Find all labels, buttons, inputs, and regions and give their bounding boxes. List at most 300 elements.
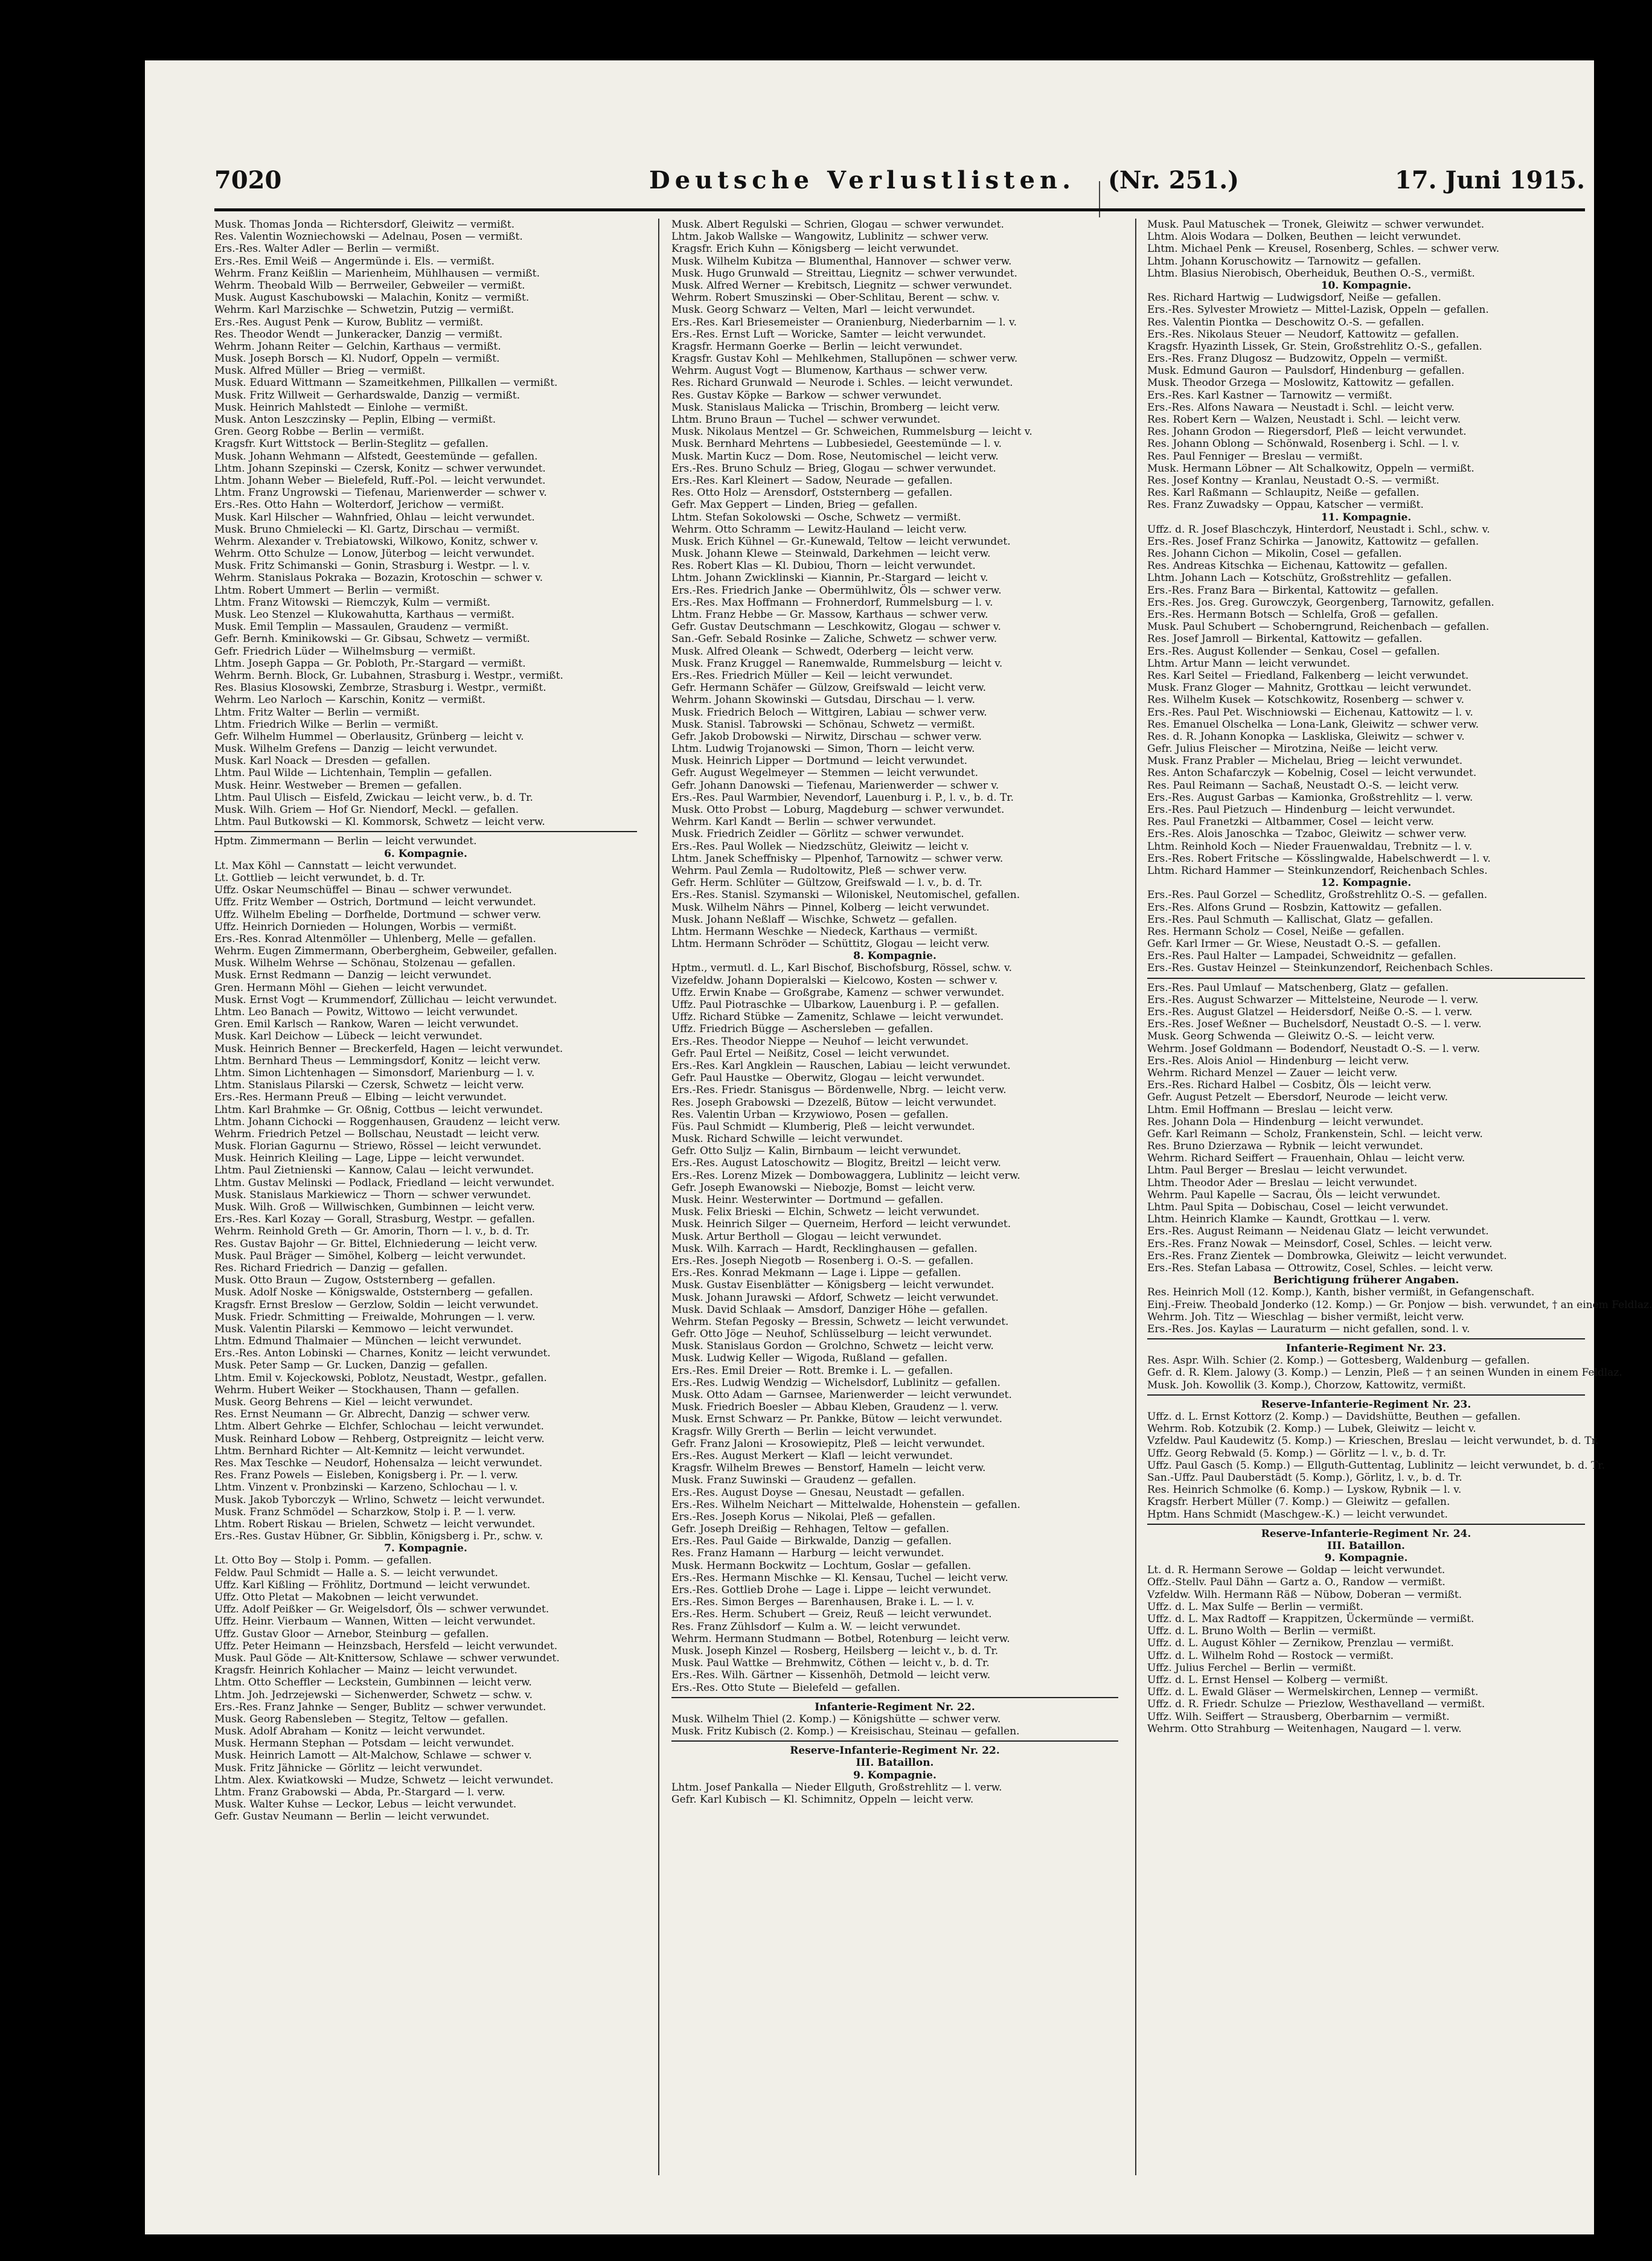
casualty-entry: Ers.-Res. Franz Zientek — Dombrowka, Gleiwitz — leicht verwundet. bbox=[1147, 1249, 1507, 1262]
casualty-entry: Uffz. Paul Piotraschke — Ulbarkow, Lauenburg i. P. — gefallen. bbox=[671, 999, 999, 1011]
casualty-entry: Res. Franz Powels — Eisleben, Konigsberg i. Pr. — l. verw. bbox=[214, 1469, 519, 1482]
casualty-entry: Wehrm. Robert Smuszinski — Ober-Schlitau, Berent — schw. v. bbox=[671, 292, 1000, 304]
casualty-entry: Musk. Georg Rabensleben — Stegitz, Teltow — gefallen. bbox=[214, 1713, 508, 1725]
casualty-entry: Uffz. Friedrich Bügge — Aschersleben — gefallen. bbox=[671, 1023, 933, 1036]
casualty-entry: Lhtm. Simon Lichtenhagen — Simonsdorf, Marienburg — l. v. bbox=[214, 1066, 535, 1079]
casualty-entry: Res. Bruno Dzierzawa — Rybnik — leicht verwundet. bbox=[1147, 1140, 1423, 1153]
casualty-entry: Lhtm. Robert Riskau — Brielen, Schwetz — leicht verwundet. bbox=[214, 1518, 536, 1530]
section-separator bbox=[1147, 1394, 1585, 1396]
casualty-entry: Gefr. Johann Danowski — Tiefenau, Marienwerder — schwer v. bbox=[671, 779, 999, 792]
casualty-entry: Wehrm. Bernh. Block, Gr. Lubahnen, Strasburg i. Westpr., vermißt. bbox=[214, 669, 563, 682]
casualty-entry: Kragsfr. Gustav Kohl — Mehlkehmen, Stallupönen — schwer verw. bbox=[671, 353, 1018, 365]
casualty-entry: Ers.-Res. Paul Pet. Wischniowski — Eichenau, Kattowitz — l. v. bbox=[1147, 706, 1473, 719]
casualty-entry: Kragsfr. Erich Kuhn — Königsberg — leicht verwundet. bbox=[671, 243, 959, 255]
casualty-entry: Gren. Emil Karlsch — Rankow, Waren — leicht verwundet. bbox=[214, 1018, 519, 1031]
casualty-entry: Wehrm. Joh. Titz — Wieschlag — bisher vermißt, leicht verw. bbox=[1147, 1310, 1464, 1323]
casualty-entry: Uffz. Gustav Gloor — Arnebor, Steinburg — gefallen. bbox=[214, 1628, 489, 1640]
casualty-entry: Musk. Franz Prabler — Michelau, Brieg — leicht verwundet. bbox=[1147, 755, 1463, 768]
casualty-entry: Uffz. Julius Ferchel — Berlin — vermißt. bbox=[1147, 1661, 1356, 1674]
casualty-entry: Res. Valentin Urban — Krzywiowo, Posen — gefallen. bbox=[671, 1108, 949, 1121]
casualty-entry: Uffz. Heinr. Vierbaum — Wannen, Witten — leicht verwundet. bbox=[214, 1615, 536, 1628]
casualty-entry: Ers.-Res. Karl Kastner — Tarnowitz — vermißt. bbox=[1147, 389, 1392, 402]
casualty-entry: Res. Anton Schafarczyk — Kobelnig, Cosel — leicht verwundet. bbox=[1147, 767, 1477, 780]
casualty-entry: Ers.-Res. Stanisl. Szymanski — Wiloniskel, Neutomischel, gefallen. bbox=[671, 889, 1020, 902]
casualty-entry: Ers.-Res. Friedr. Stanisgus — Bördenwelle, Nbrg. — leicht verw. bbox=[671, 1084, 1007, 1097]
casualty-entry: Musk. Johann Jurawski — Afdorf, Schwetz — leicht verwundet. bbox=[671, 1291, 999, 1304]
section-heading: Reserve-Infanterie-Regiment Nr. 22. bbox=[790, 1745, 1000, 1757]
casualty-entry: Musk. Friedr. Schmitting — Freiwalde, Mohrungen — l. verw. bbox=[214, 1310, 536, 1323]
casualty-entry: Uffz. Adolf Peißker — Gr. Weigelsdorf, Öls — schwer verwundet. bbox=[214, 1603, 549, 1616]
casualty-entry: Ers.-Res. Hermann Preuß — Elbing — leicht verwundet. bbox=[214, 1091, 507, 1104]
casualty-entry: Musk. Stanislaus Markiewicz — Thorn — schwer verwundet. bbox=[214, 1188, 531, 1201]
casualty-entry: Ers.-Res. Paul Schmuth — Kallischat, Glatz — gefallen. bbox=[1147, 913, 1433, 926]
casualty-entry: Uffz. Peter Heimann — Heinzsbach, Hersfeld — leicht verwundet. bbox=[214, 1640, 558, 1652]
page-number: 7020 bbox=[214, 166, 282, 194]
casualty-entry: Musk. Heinr. Westweber — Bremen — gefallen. bbox=[214, 779, 462, 792]
casualty-entry: Musk. Friedrich Boesler — Abbau Kleben, Graudenz — l. verw. bbox=[671, 1401, 999, 1414]
casualty-entry: Musk. Paul Schubert — Schoberngrund, Reichenbach — gefallen. bbox=[1147, 621, 1490, 633]
casualty-entry: Res. Josef Kontny — Kranlau, Neustadt O.-S. — vermißt. bbox=[1147, 474, 1439, 487]
casualty-entry: Ers.-Res. Jos. Greg. Gurowczyk, Georgenberg, Tarnowitz, gefallen. bbox=[1147, 596, 1494, 609]
casualty-entry: Ers.-Res. Nikolaus Steuer — Neudorf, Kattowitz — gefallen. bbox=[1147, 328, 1459, 341]
casualty-entry: Ers.-Res. Paul Umlauf — Matschenberg, Glatz — gefallen. bbox=[1147, 981, 1449, 994]
casualty-entry: Ers.-Res. Alois Aniol — Hindenburg — leicht verw. bbox=[1147, 1054, 1409, 1067]
casualty-entry: Ers.-Res. Alfons Nawara — Neustadt i. Schl. — leicht verw. bbox=[1147, 401, 1455, 414]
casualty-entry: Lhtm. Paul Wilde — Lichtenhain, Templin — gefallen. bbox=[214, 767, 493, 780]
casualty-entry: Lhtm. Emil Hoffmann — Breslau — leicht verw. bbox=[1147, 1103, 1394, 1116]
casualty-entry: Ers.-Res. Konrad Altenmöller — Uhlenberg, Melle — gefallen. bbox=[214, 932, 536, 945]
casualty-entry: Musk. Otto Braun — Zugow, Oststernberg — gefallen. bbox=[214, 1274, 496, 1287]
casualty-entry: Ers.-Res. Theodor Nieppe — Neuhof — leicht verwundet. bbox=[671, 1035, 969, 1048]
section-heading: III. Bataillon. bbox=[1327, 1539, 1405, 1552]
casualty-entry: Res. Johann Grodon — Riegersdorf, Pleß — leicht verwundet. bbox=[1147, 426, 1467, 438]
casualty-entry: Uffz. Fritz Wember — Ostrich, Dortmund — leicht verwundet. bbox=[214, 896, 536, 909]
casualty-entry: Wehrm. Richard Menzel — Zauer — leicht verw. bbox=[1147, 1066, 1398, 1079]
casualty-entry: Wehrm. Josef Goldmann — Bodendorf, Neustadt O.-S. — l. verw. bbox=[1147, 1042, 1481, 1055]
casualty-entry: Ers.-Res. Josef Weßner — Buchelsdorf, Neustadt O.-S. — l. verw. bbox=[1147, 1018, 1482, 1031]
casualty-entry: Lhtm. Janek Scheffnisky — Plpenhof, Tarnowitz — schwer verw. bbox=[671, 852, 1004, 865]
casualty-entry: Musk. Paul Göde — Alt-Knittersow, Schlawe — schwer verwundet. bbox=[214, 1652, 560, 1664]
casualty-entry: Musk. Paul Bräger — Simöhel, Kolberg — leicht verwundet. bbox=[214, 1249, 526, 1262]
casualty-entry: Ers.-Res. Franz Bara — Birkental, Kattowitz — gefallen. bbox=[1147, 584, 1439, 597]
casualty-entry: Musk. Friedrich Beloch — Wittgiren, Labiau — schwer verw. bbox=[671, 706, 987, 719]
casualty-entry: Lhtm. Friedrich Wilke — Berlin — vermißt. bbox=[214, 718, 439, 731]
casualty-entry: Musk. Wilhelm Kubitza — Blumenthal, Hannover — schwer verw. bbox=[671, 255, 1012, 268]
casualty-entry: Ers.-Res. Paul Warmbier, Nevendorf, Lauenburg i. P., l. v., b. d. Tr. bbox=[671, 791, 1014, 804]
casualty-entry: Musk. Fritz Willweit — Gerhardswalde, Danzig — vermißt. bbox=[214, 389, 520, 402]
section-heading: 9. Kompagnie. bbox=[853, 1769, 936, 1782]
casualty-entry: Res. Blasius Klosowski, Zembrze, Strasburg i. Westpr., vermißt. bbox=[214, 682, 546, 694]
casualty-entry: Musk. Hermann Bockwitz — Lochtum, Goslar — gefallen. bbox=[671, 1559, 972, 1572]
casualty-entry: Wehrm. Theobald Wilb — Berrweiler, Gebweiler — vermißt. bbox=[214, 279, 525, 292]
casualty-entry: Ers.-Res. Ernst Luft — Woricke, Samter — leicht verwundet. bbox=[671, 328, 987, 341]
casualty-entry: Wehrm. Otto Schramm — Lewitz-Hauland — leicht verw. bbox=[671, 523, 967, 536]
casualty-entry: Gefr. d. R. Klem. Jalowy (3. Komp.) — Lenzin, Pleß — † an seinen Wunden in einem Feldlaz. bbox=[1147, 1367, 1622, 1379]
casualty-entry: Vzfeldw. Wilh. Hermann Räß — Nübow, Doberan — vermißt. bbox=[1147, 1588, 1462, 1601]
casualty-entry: Ers.-Res. Paul Wollek — Niedzschütz, Gleiwitz — leicht v. bbox=[671, 840, 969, 853]
casualty-entry: Musk. Martin Kucz — Dom. Rose, Neutomischel — leicht verw. bbox=[671, 450, 999, 463]
casualty-entry: Gefr. Paul Ertel — Neißitz, Cosel — leicht verwundet. bbox=[671, 1047, 950, 1060]
casualty-entry: Res. Johann Oblong — Schönwald, Rosenberg i. Schl. — l. v. bbox=[1147, 438, 1460, 451]
casualty-entry: Res. Hermann Scholz — Cosel, Neiße — gefallen. bbox=[1147, 925, 1405, 938]
casualty-entry: Musk. Adolf Noske — Königswalde, Oststernberg — gefallen. bbox=[214, 1286, 533, 1299]
section-heading: III. Bataillon. bbox=[856, 1757, 934, 1769]
casualty-entry: Ers.-Res. Franz Nowak — Meinsdorf, Cosel, Schles. — leicht verw. bbox=[1147, 1237, 1493, 1250]
casualty-entry: Res. Johann Dola — Hindenburg — leicht verwundet. bbox=[1147, 1115, 1424, 1128]
publication-title: Deutsche Verlustlisten. bbox=[649, 166, 1076, 194]
casualty-entry: Offz.-Stellv. Paul Dähn — Gartz a. O., Randow — vermißt. bbox=[1147, 1576, 1446, 1589]
casualty-entry: Ers.-Res. Wilhelm Neichart — Mittelwalde, Hohenstein — gefallen. bbox=[671, 1498, 1020, 1511]
casualty-entry: Wehrm. Stefan Pegosky — Bressin, Schwetz — leicht verwundet. bbox=[671, 1315, 1009, 1328]
casualty-entry: Wehrm. Johann Reiter — Gelchin, Karthaus — vermißt. bbox=[214, 340, 501, 353]
text-column-2 bbox=[671, 219, 1118, 2175]
casualty-entry: Lhtm. Albert Gehrke — Elchfer, Schlochau — leicht verwundet. bbox=[214, 1420, 544, 1433]
casualty-entry: Musk. August Kaschubowski — Malachin, Konitz — vermißt. bbox=[214, 292, 530, 304]
column-divider bbox=[658, 219, 659, 2175]
casualty-entry: Lhtm. Gustav Melinski — Podlack, Friedland — leicht verwundet. bbox=[214, 1176, 555, 1189]
casualty-entry: Ers.-Res. Alois Janoschka — Tzaboc, Gleiwitz — schwer verw. bbox=[1147, 828, 1467, 841]
casualty-entry: Lhtm. Bernhard Richter — Alt-Kemnitz — leicht verwundet. bbox=[214, 1445, 525, 1457]
casualty-entry: Musk. Heinrich Silger — Querneim, Herford — leicht verwundet. bbox=[671, 1218, 1011, 1231]
casualty-entry: Wehrm. Johann Skowinski — Gutsdau, Dirschau — l. verw. bbox=[671, 694, 976, 707]
casualty-entry: Ers.-Res. Sylvester Mrowietz — Mittel-Lazisk, Oppeln — gefallen. bbox=[1147, 304, 1489, 316]
header-rule bbox=[214, 208, 1585, 211]
casualty-entry: Musk. Wilhelm Thiel (2. Komp.) — Königshütte — schwer verw. bbox=[671, 1713, 1001, 1725]
casualty-entry: Ers.-Res. Joseph Niegotb — Rosenberg i. O.-S. — gefallen. bbox=[671, 1254, 974, 1267]
casualty-entry: Lhtm. Franz Hebbe — Gr. Massow, Karthaus — schwer verw. bbox=[671, 609, 988, 621]
casualty-entry: Musk. Richard Schwille — leicht verwundet. bbox=[671, 1133, 903, 1146]
casualty-entry: San.-Uffz. Paul Dauberstädt (5. Komp.), Görlitz, l. v., b. d. Tr. bbox=[1147, 1471, 1462, 1484]
casualty-entry: Lhtm. Alex. Kwiatkowski — Mudze, Schwetz — leicht verwundet. bbox=[214, 1774, 554, 1786]
section-separator bbox=[1147, 1524, 1585, 1525]
casualty-entry: Ers.-Res. Otto Stute — Bielefeld — gefallen. bbox=[671, 1681, 900, 1694]
casualty-entry: Lt. Gottlieb — leicht verwundet, b. d. Tr. bbox=[214, 871, 425, 884]
casualty-entry: Res. Josef Jamroll — Birkental, Kattowitz — gefallen. bbox=[1147, 633, 1423, 646]
casualty-entry: Res. Wilhelm Kusek — Kotschkowitz, Rosenberg — schwer v. bbox=[1147, 694, 1465, 707]
section-heading: 7. Kompagnie. bbox=[384, 1542, 467, 1555]
casualty-entry: Uffz. Karl Kißling — Fröhlitz, Dortmund — leicht verwundet. bbox=[214, 1579, 531, 1591]
section-heading: Reserve-Infanterie-Regiment Nr. 23. bbox=[1261, 1398, 1471, 1411]
casualty-entry: Musk. Edmund Gauron — Paulsdorf, Hindenburg — gefallen. bbox=[1147, 365, 1465, 377]
casualty-entry: Ers.-Res. Franz Dlugosz — Budzowitz, Oppeln — vermißt. bbox=[1147, 353, 1448, 365]
casualty-entry: Lhtm. Theodor Ader — Breslau — leicht verwundet. bbox=[1147, 1176, 1418, 1189]
casualty-entry: Wehrm. Karl Kandt — Berlin — schwer verwundet. bbox=[671, 816, 936, 829]
casualty-entry: Musk. Albert Regulski — Schrien, Glogau — schwer verwundet. bbox=[671, 219, 1004, 231]
casualty-entry: Musk. Heinrich Lamott — Alt-Malchow, Schlawe — schwer v. bbox=[214, 1749, 532, 1762]
text-column-1 bbox=[214, 219, 637, 2175]
casualty-entry: Musk. Joh. Kowollik (3. Komp.), Chorzow, Kattowitz, vermißt. bbox=[1147, 1379, 1466, 1391]
casualty-entry: Wehrm. Paul Zemla — Rudoltowitz, Pleß — schwer verw. bbox=[671, 864, 967, 877]
casualty-entry: Ers.-Res. Paul Halter — Lampadei, Schweidnitz — gefallen. bbox=[1147, 950, 1457, 963]
casualty-entry: Ers.-Res. Ludwig Wendzig — Wichelsdorf, Lublinitz — gefallen. bbox=[671, 1376, 1000, 1389]
casualty-entry: Ers.-Res. Paul Gorzel — Schedlitz, Großstrehlitz O.-S. — gefallen. bbox=[1147, 889, 1488, 902]
casualty-entry: Musk. Karl Hilscher — Wahnfried, Ohlau — leicht verwundet. bbox=[214, 511, 535, 524]
casualty-entry: Ers.-Res. Wilh. Gärtner — Kissenhöh, Detmold — leicht verw. bbox=[671, 1669, 991, 1682]
casualty-entry: Lt. Otto Boy — Stolp i. Pomm. — gefallen. bbox=[214, 1554, 432, 1567]
issue-date: 17. Juni 1915. bbox=[1395, 166, 1585, 194]
casualty-entry: Kragsfr. Ernst Breslow — Gerzlow, Soldin — leicht verwundet. bbox=[214, 1298, 539, 1311]
casualty-entry: Musk. Bernhard Mehrtens — Lubbesiedel, Geestemünde — l. v. bbox=[671, 438, 1002, 451]
casualty-entry: Musk. Peter Samp — Gr. Lucken, Danzig — gefallen. bbox=[214, 1359, 488, 1372]
casualty-entry: Ers.-Res. Paul Gaide — Birkwalde, Danzig — gefallen. bbox=[671, 1535, 952, 1548]
casualty-entry: Gefr. Joseph Ewanowski — Niebozje, Bomst — leicht verw. bbox=[671, 1181, 976, 1194]
casualty-entry: Uffz. d. R. Friedr. Schulze — Priezlow, Westhavelland — vermißt. bbox=[1147, 1698, 1485, 1711]
casualty-entry: Ers.-Res. Gustav Heinzel — Steinkunzendorf, Reichenbach Schles. bbox=[1147, 962, 1493, 975]
casualty-entry: Musk. Fritz Kubisch (2. Komp.) — Kreisischau, Steinau — gefallen. bbox=[671, 1725, 1020, 1738]
casualty-entry: Lhtm. Alois Wodara — Dolken, Beuthen — leicht verwundet. bbox=[1147, 231, 1461, 243]
casualty-entry: Musk. Alfred Müller — Brieg — vermißt. bbox=[214, 365, 426, 377]
casualty-entry: Res. Robert Kern — Walzen, Neustadt i. Schl. — leicht verw. bbox=[1147, 414, 1461, 426]
casualty-entry: Res. Heinrich Moll (12. Komp.), Kanth, bisher vermißt, in Gefangenschaft. bbox=[1147, 1286, 1535, 1299]
casualty-entry: Lt. Max Köhl — Cannstatt — leicht verwundet. bbox=[214, 859, 457, 872]
casualty-entry: Ers.-Res. Robert Fritsche — Kösslingwalde, Habelschwerdt — l. v. bbox=[1147, 852, 1491, 865]
casualty-entry: Lhtm. Paul Ulisch — Eisfeld, Zwickau — leicht verw., b. d. Tr. bbox=[214, 791, 533, 804]
casualty-entry: Wehrm. Stanislaus Pokraka — Bozazin, Krotoschin — schwer v. bbox=[214, 572, 543, 585]
casualty-entry: Musk. Heinr. Westerwinter — Dortmund — gefallen. bbox=[671, 1194, 944, 1206]
casualty-entry: Ers.-Res. Stefan Labasa — Ottrowitz, Cosel, Schles. — leicht verw. bbox=[1147, 1262, 1493, 1274]
section-heading: Berichtigung früherer Angaben. bbox=[1273, 1274, 1459, 1287]
casualty-entry: Ers.-Res. Emil Dreier — Rott. Bremke i. L. — gefallen. bbox=[671, 1364, 953, 1377]
casualty-entry: Musk. Johann Wehmann — Alfstedt, Geestemünde — gefallen. bbox=[214, 450, 538, 463]
casualty-entry: Lhtm. Johann Szepinski — Czersk, Konitz — schwer verwundet. bbox=[214, 462, 546, 475]
issue-number: (Nr. 251.) bbox=[1108, 166, 1240, 194]
casualty-entry: Musk. Joseph Borsch — Kl. Nudorf, Oppeln — vermißt. bbox=[214, 353, 500, 365]
casualty-entry: Feldw. Paul Schmidt — Halle a. S. — leicht verwundet. bbox=[214, 1567, 498, 1579]
casualty-entry: Vizefeldw. Johann Dopieralski — Kielcowo, Kosten — schwer v. bbox=[671, 974, 998, 987]
casualty-entry: Ers.-Res. Walter Adler — Berlin — vermißt. bbox=[214, 243, 440, 255]
casualty-entry: Musk. Anton Leszczinsky — Peplin, Elbing — vermißt. bbox=[214, 414, 496, 426]
casualty-entry: Lhtm. Jakob Wallske — Wangowitz, Lublinitz — schwer verw. bbox=[671, 231, 989, 243]
casualty-entry: Musk. Franz Suwinski — Graudenz — gefallen. bbox=[671, 1474, 917, 1487]
casualty-entry: Musk. Walter Kuhse — Leckor, Lebus — leicht verwundet. bbox=[214, 1798, 517, 1811]
casualty-entry: Gefr. Franz Jaloni — Krosowiepitz, Pleß — leicht verwundet. bbox=[671, 1437, 985, 1450]
casualty-entry: Musk. Ludwig Keller — Wigoda, Rußland — gefallen. bbox=[671, 1352, 948, 1365]
casualty-entry: Musk. Bruno Chmielecki — Kl. Gartz, Dirschau — vermißt. bbox=[214, 523, 520, 536]
casualty-entry: Musk. Franz Gloger — Mahnitz, Grottkau — leicht verwundet. bbox=[1147, 682, 1472, 694]
casualty-entry: Vzfeldw. Paul Kaudewitz (5. Komp.) — Krieschen, Breslau — leicht verwundet, b. d. Tr. bbox=[1147, 1435, 1599, 1448]
casualty-entry: Uffz. d. L. August Köhler — Zernikow, Prenzlau — vermißt. bbox=[1147, 1637, 1454, 1650]
section-heading: Infanterie-Regiment Nr. 23. bbox=[1285, 1342, 1447, 1355]
casualty-entry: Ers.-Res. August Glatzel — Heidersdorf, Neiße O.-S. — l. verw. bbox=[1147, 1006, 1473, 1018]
casualty-entry: San.-Gefr. Sebald Rosinke — Zaliche, Schwetz — schwer verw. bbox=[671, 633, 997, 646]
casualty-entry: Uffz. d. L. Wilhelm Rohd — Rostock — vermißt. bbox=[1147, 1649, 1394, 1662]
text-column-3 bbox=[1147, 219, 1652, 2175]
casualty-entry: Gefr. Gustav Neumann — Berlin — leicht verwundet. bbox=[214, 1810, 490, 1823]
casualty-entry: Lhtm. Heinrich Klamke — Kaundt, Grottkau — l. verw. bbox=[1147, 1213, 1431, 1226]
casualty-entry: Lhtm. Edmund Thalmaier — München — leicht verwundet. bbox=[214, 1335, 522, 1348]
section-heading: 6. Kompagnie. bbox=[384, 847, 467, 860]
casualty-entry: Gefr. Karl Kubisch — Kl. Schimnitz, Oppeln — leicht verw. bbox=[671, 1794, 974, 1806]
column-divider bbox=[1135, 219, 1136, 2175]
casualty-entry: Gefr. Joseph Dreißig — Rehhagen, Teltow — gefallen. bbox=[671, 1523, 949, 1536]
casualty-entry: Res. Paul Fenniger — Breslau — vermißt. bbox=[1147, 450, 1363, 463]
casualty-entry: Lhtm. Franz Ungrowski — Tiefenau, Marienwerder — schwer v. bbox=[214, 487, 547, 499]
section-heading: 10. Kompagnie. bbox=[1321, 279, 1412, 292]
casualty-entry: Res. Andreas Kitschka — Eichenau, Kattowitz — gefallen. bbox=[1147, 560, 1448, 572]
casualty-entry: Musk. Franz Kruggel — Ranemwalde, Rummelsburg — leicht v. bbox=[671, 657, 1003, 670]
casualty-entry: Gefr. Bernh. Kminikowski — Gr. Gibsau, Schwetz — vermißt. bbox=[214, 633, 530, 646]
casualty-entry: Gefr. Paul Haustke — Oberwitz, Glogau — leicht verwundet. bbox=[671, 1072, 985, 1085]
casualty-entry: Ers.-Res. Franz Jahnke — Senger, Bublitz — schwer verwundet. bbox=[214, 1701, 546, 1713]
casualty-entry: Kragsfr. Kurt Wittstock — Berlin-Steglitz — gefallen. bbox=[214, 438, 489, 451]
casualty-entry: Res. Paul Franetzki — Altbammer, Cosel — leicht verw. bbox=[1147, 816, 1434, 829]
casualty-entry: Lhtm. Joseph Gappa — Gr. Pobloth, Pr.-Stargard — vermißt. bbox=[214, 657, 526, 670]
casualty-entry: Ers.-Res. Lorenz Mizek — Dombowaggera, Lublinitz — leicht verw. bbox=[671, 1169, 1020, 1182]
casualty-entry: Musk. Johann Neßlaff — Wischke, Schwetz — gefallen. bbox=[671, 913, 958, 926]
casualty-entry: Musk. Stanislaus Malicka — Trischin, Bromberg — leicht verw. bbox=[671, 401, 1000, 414]
casualty-entry: Lhtm. Reinhold Koch — Nieder Frauenwaldau, Trebnitz — l. v. bbox=[1147, 840, 1473, 853]
casualty-entry: Musk. Florian Gagurnu — Striewo, Rössel — leicht verwundet. bbox=[214, 1140, 542, 1153]
section-separator bbox=[671, 1697, 1118, 1698]
casualty-entry: Ers.-Res. Joseph Korus — Nikolai, Pleß — gefallen. bbox=[671, 1510, 936, 1523]
casualty-entry: Res. Richard Friedrich — Danzig — gefallen. bbox=[214, 1262, 448, 1274]
casualty-entry: Musk. Erich Kühnel — Gr.-Kunewald, Teltow — leicht verwundet. bbox=[671, 535, 1011, 548]
casualty-entry: Musk. Otto Adam — Garnsee, Marienwerder — leicht verwundet. bbox=[671, 1389, 1012, 1401]
casualty-entry: Musk. Reinhard Lobow — Rehberg, Ostpreignitz — leicht verw. bbox=[214, 1432, 545, 1445]
page-header bbox=[214, 166, 1585, 202]
casualty-entry: Ers.-Res. Bruno Schulz — Brieg, Glogau — schwer verwundet. bbox=[671, 462, 996, 475]
casualty-entry: Gefr. Herm. Schlüter — Gültzow, Greifswald — l. v., b. d. Tr. bbox=[671, 877, 983, 890]
casualty-entry: Lhtm. Richard Hammer — Steinkunzendorf, Reichenbach Schles. bbox=[1147, 864, 1488, 877]
casualty-entry: Res. Gustav Köpke — Barkow — schwer verwundet. bbox=[671, 389, 942, 402]
casualty-entry: Res. Valentin Piontka — Deschowitz O.-S. — gefallen. bbox=[1147, 316, 1424, 329]
casualty-entry: Lhtm. Stefan Sokolowski — Osche, Schwetz — vermißt. bbox=[671, 511, 961, 524]
casualty-entry: Musk. Friedrich Zeidler — Görlitz — schwer verwundet. bbox=[671, 828, 964, 841]
casualty-entry: Ers.-Res. Jos. Kaylas — Lauraturm — nicht gefallen, sond. l. v. bbox=[1147, 1323, 1470, 1335]
casualty-entry: Ers.-Res. Richard Halbel — Cosbitz, Öls — leicht verw. bbox=[1147, 1079, 1432, 1092]
casualty-entry: Musk. Wilh. Groß — Willwischken, Gumbinnen — leicht verw. bbox=[214, 1201, 535, 1213]
casualty-entry: Gefr. Wilhelm Hummel — Oberlausitz, Grünberg — leicht v. bbox=[214, 730, 524, 743]
casualty-entry: Gefr. Otto Jöge — Neuhof, Schlüsselburg — leicht verwundet. bbox=[671, 1328, 992, 1341]
casualty-entry: Musk. Fritz Jähnicke — Görlitz — leicht verwundet. bbox=[214, 1762, 483, 1774]
casualty-entry: Wehrm. Eugen Zimmermann, Oberbergheim, Gebweiler, gefallen. bbox=[214, 945, 557, 958]
casualty-entry: Ers.-Res. Josef Franz Schirka — Janowitz, Kattowitz — gefallen. bbox=[1147, 535, 1479, 548]
casualty-entry: Kragsfr. Heinrich Kohlacher — Mainz — leicht verwundet. bbox=[214, 1664, 517, 1677]
casualty-entry: Füs. Paul Schmidt — Klumberig, Pleß — leicht verwundet. bbox=[671, 1120, 975, 1133]
casualty-entry: Gefr. Karl Reimann — Scholz, Frankenstein, Schl. — leicht verw. bbox=[1147, 1127, 1483, 1140]
casualty-entry: Musk. Ernst Redmann — Danzig — leicht verwundet. bbox=[214, 969, 492, 982]
section-heading: 9. Kompagnie. bbox=[1324, 1552, 1408, 1565]
casualty-entry: Ers.-Res. August Penk — Kurow, Bublitz — vermißt. bbox=[214, 316, 484, 329]
casualty-entry: Lhtm. Paul Butkowski — Kl. Kommorsk, Schwetz — leicht verw. bbox=[214, 816, 545, 829]
newspaper-page bbox=[145, 60, 1652, 2234]
casualty-entry: Res. Heinrich Schmolke (6. Komp.) — Lyskow, Rybnik — l. v. bbox=[1147, 1484, 1462, 1496]
casualty-entry: Musk. Fritz Schimanski — Gonin, Strasburg i. Westpr. — l. v. bbox=[214, 560, 530, 572]
casualty-entry: Musk. Georg Schwenda — Gleiwitz O.-S. — leicht verw. bbox=[1147, 1030, 1435, 1043]
casualty-entry: Musk. Theodor Grzega — Moslowitz, Kattowitz — gefallen. bbox=[1147, 377, 1455, 390]
casualty-entry: Gefr. Jakob Drobowski — Nirwitz, Dirschau — schwer verw. bbox=[671, 730, 982, 743]
casualty-entry: Uffz. d. R. Josef Blaschczyk, Hinterdorf, Neustadt i. Schl., schw. v. bbox=[1147, 523, 1490, 536]
casualty-entry: Wehrm. Reinhold Greth — Gr. Amorin, Thorn — l. v., b. d. Tr. bbox=[214, 1225, 530, 1238]
casualty-entry: Lhtm. Ludwig Trojanowski — Simon, Thorn — leicht verw. bbox=[671, 743, 975, 755]
casualty-entry: Musk. Thomas Jonda — Richtersdorf, Gleiwitz — vermißt. bbox=[214, 219, 515, 231]
casualty-entry: Ers.-Res. August Schwarzer — Mittelsteine, Neurode — l. verw. bbox=[1147, 993, 1479, 1006]
casualty-entry: Gefr. Friedrich Lüder — Wilhelmsburg — vermißt. bbox=[214, 645, 476, 658]
casualty-entry: Lhtm. Johann Zwicklinski — Kiannin, Pr.-Stargard — leicht v. bbox=[671, 572, 988, 585]
casualty-entry: Wehrm. Franz Keißlin — Marienheim, Mühlhausen — vermißt. bbox=[214, 267, 540, 280]
casualty-entry: Wehrm. Paul Kapelle — Sacrau, Öls — leicht verwundet. bbox=[1147, 1188, 1441, 1201]
casualty-entry: Gefr. Julius Fleischer — Mirotzina, Neiße — leicht verw. bbox=[1147, 743, 1438, 755]
casualty-entry: Musk. Felix Brieski — Elchin, Schwetz — leicht verwundet. bbox=[671, 1206, 980, 1219]
casualty-entry: Musk. Wilhelm Grefens — Danzig — leicht verwundet. bbox=[214, 743, 498, 755]
casualty-entry: Lhtm. Hermann Weschke — Niedeck, Karthaus — vermißt. bbox=[671, 925, 978, 938]
casualty-entry: Lhtm. Fritz Walter — Berlin — vermißt. bbox=[214, 706, 420, 719]
casualty-entry: Res. Johann Cichon — Mikolin, Cosel — gefallen. bbox=[1147, 548, 1402, 560]
casualty-entry: Res. Max Teschke — Neudorf, Hohensalza — leicht verwundet. bbox=[214, 1457, 543, 1469]
casualty-entry: Lhtm. Karl Brahmke — Gr. Oßnig, Cottbus — leicht verwundet. bbox=[214, 1103, 543, 1116]
casualty-entry: Musk. Otto Probst — Loburg, Magdeburg — schwer verwundet. bbox=[671, 804, 1005, 816]
section-heading: 11. Kompagnie. bbox=[1321, 511, 1412, 524]
casualty-entry: Musk. Georg Schwarz — Velten, Marl — leicht verwundet. bbox=[671, 304, 976, 316]
casualty-entry: Hptm. Zimmermann — Berlin — leicht verwundet. bbox=[214, 835, 477, 848]
casualty-entry: Gefr. Max Geppert — Linden, Brieg — gefallen. bbox=[671, 499, 918, 512]
casualty-entry: Lhtm. Paul Zietnienski — Kannow, Calau — leicht verwundet. bbox=[214, 1164, 534, 1177]
casualty-entry: Kragsfr. Wilhelm Brewes — Benstorf, Hameln — leicht verw. bbox=[671, 1462, 986, 1475]
casualty-entry: Res. Paul Reimann — Sachaß, Neustadt O.-S. — leicht verw. bbox=[1147, 779, 1459, 792]
casualty-entry: Musk. Karl Noack — Dresden — gefallen. bbox=[214, 755, 431, 768]
casualty-entry: Musk. Georg Behrens — Kiel — leicht verwundet. bbox=[214, 1396, 473, 1408]
casualty-entry: Kragsfr. Willy Grerth — Berlin — leicht verwundet. bbox=[671, 1425, 937, 1438]
casualty-entry: Uffz. Wilhelm Ebeling — Dorfhelde, Dortmund — schwer verw. bbox=[214, 908, 542, 921]
casualty-entry: Musk. Johann Klewe — Steinwald, Darkehmen — leicht verw. bbox=[671, 548, 991, 560]
casualty-entry: Musk. Nikolaus Mentzel — Gr. Schweichen, Rummelsburg — leicht v. bbox=[671, 426, 1032, 438]
casualty-entry: Musk. Adolf Abraham — Konitz — leicht verwundet. bbox=[214, 1725, 485, 1738]
casualty-entry: Musk. Joseph Kinzel — Rosberg, Heilsberg — leicht v., b. d. Tr. bbox=[671, 1644, 999, 1657]
casualty-entry: Res. Theodor Wendt — Junkeracker, Danzig — vermißt. bbox=[214, 328, 503, 341]
casualty-entry: Lhtm. Bernhard Theus — Lemmingsdorf, Konitz — leicht verw. bbox=[214, 1054, 541, 1067]
casualty-entry: Lhtm. Robert Ummert — Berlin — vermißt. bbox=[214, 584, 440, 597]
casualty-entry: Uffz. Heinrich Dornieden — Holungen, Worbis — vermißt. bbox=[214, 920, 517, 933]
section-separator bbox=[1147, 1338, 1585, 1339]
casualty-entry: Res. Franz Zühlsdorf — Kulm a. W. — leicht verwundet. bbox=[671, 1620, 961, 1633]
casualty-entry: Uffz. Paul Gasch (5. Komp.) — Ellguth-Guttentag, Lublinitz — leicht verwundet, b. d. Tr. bbox=[1147, 1459, 1605, 1472]
casualty-entry: Musk. Alfred Werner — Krebitsch, Liegnitz — schwer verwundet. bbox=[671, 279, 1013, 292]
casualty-entry: Uffz. d. L. Max Radtoff — Krappitzen, Ückermünde — vermißt. bbox=[1147, 1613, 1474, 1625]
casualty-entry: Lhtm. Johann Weber — Bielefeld, Ruff.-Pol. — leicht verwundet. bbox=[214, 474, 546, 487]
casualty-entry: Res. Richard Grunwald — Neurode i. Schles. — leicht verwundet. bbox=[671, 377, 1013, 390]
casualty-entry: Wehrm. Hermann Studmann — Botbel, Rotenburg — leicht verw. bbox=[671, 1632, 1010, 1645]
casualty-entry: Musk. Heinrich Mahlstedt — Einlohe — vermißt. bbox=[214, 401, 469, 414]
casualty-entry: Ers.-Res. Simon Berges — Barenhausen, Brake i. L. — l. v. bbox=[671, 1596, 975, 1609]
section-separator bbox=[214, 831, 637, 832]
casualty-entry: Musk. Heinrich Benner — Breckerfeld, Hagen — leicht verwundet. bbox=[214, 1042, 563, 1055]
casualty-entry: Lhtm. Franz Witowski — Riemczyk, Kulm — vermißt. bbox=[214, 596, 491, 609]
casualty-entry: Ers.-Res. Karl Kozay — Gorall, Strasburg, Westpr. — gefallen. bbox=[214, 1213, 536, 1226]
casualty-entry: Ers.-Res. Emil Weiß — Angermünde i. Els. — vermißt. bbox=[214, 255, 495, 268]
casualty-entry: Ers.-Res. Karl Angklein — Rauschen, Labiau — leicht verwundet. bbox=[671, 1059, 1011, 1072]
casualty-entry: Gefr. Gustav Deutschmann — Leschkowitz, Glogau — schwer v. bbox=[671, 621, 1001, 633]
casualty-entry: Uffz. Oskar Neumschüffel — Binau — schwer verwundet. bbox=[214, 884, 512, 897]
casualty-entry: Res. Robert Klas — Kl. Dubiou, Thorn — leicht verwundet. bbox=[671, 560, 976, 572]
casualty-entry: Wehrm. Alexander v. Trebiatowski, Wilkowo, Konitz, schwer v. bbox=[214, 535, 539, 548]
casualty-entry: Lhtm. Franz Grabowski — Abda, Pr.-Stargard — l. verw. bbox=[214, 1786, 505, 1798]
casualty-entry: Ers.-Res. Hermann Botsch — Schlelfa, Groß — gefallen. bbox=[1147, 609, 1438, 621]
casualty-entry: Ers.-Res. August Reimann — Neidenau Glatz — leicht verwundet. bbox=[1147, 1225, 1489, 1238]
casualty-entry: Musk. Hermann Löbner — Alt Schalkowitz, Oppeln — vermißt. bbox=[1147, 462, 1474, 475]
casualty-entry: Musk. Heinrich Lipper — Dortmund — leicht verwundet. bbox=[671, 755, 967, 768]
casualty-entry: Gren. Georg Robbe — Berlin — vermißt. bbox=[214, 426, 424, 438]
casualty-entry: Res. Valentin Wozniechowski — Adelnau, Posen — vermißt. bbox=[214, 231, 523, 243]
casualty-entry: Gefr. August Petzelt — Ebersdorf, Neurode — leicht verw. bbox=[1147, 1091, 1448, 1104]
casualty-entry: Musk. Jakob Tyborczyk — Wrlino, Schwetz — leicht verwundet. bbox=[214, 1493, 545, 1506]
casualty-entry: Ers.-Res. August Merkert — Klafl — leicht verwundet. bbox=[671, 1449, 953, 1462]
casualty-entry: Res. Otto Holz — Arensdorf, Oststernberg — gefallen. bbox=[671, 487, 953, 499]
casualty-entry: Lhtm. Otto Scheffler — Leckstein, Gumbinnen — leicht verw. bbox=[214, 1676, 532, 1689]
casualty-entry: Lhtm. Stanislaus Pilarski — Czersk, Schwetz — leicht verw. bbox=[214, 1079, 524, 1092]
casualty-entry: Res. Franz Zuwadsky — Oppau, Katscher — vermißt. bbox=[1147, 499, 1424, 512]
casualty-entry: Res. Karl Seitel — Friedland, Falkenberg — leicht verwundet. bbox=[1147, 669, 1469, 682]
casualty-entry: Lhtm. Johann Koruschowitz — Tarnowitz — gefallen. bbox=[1147, 255, 1421, 268]
